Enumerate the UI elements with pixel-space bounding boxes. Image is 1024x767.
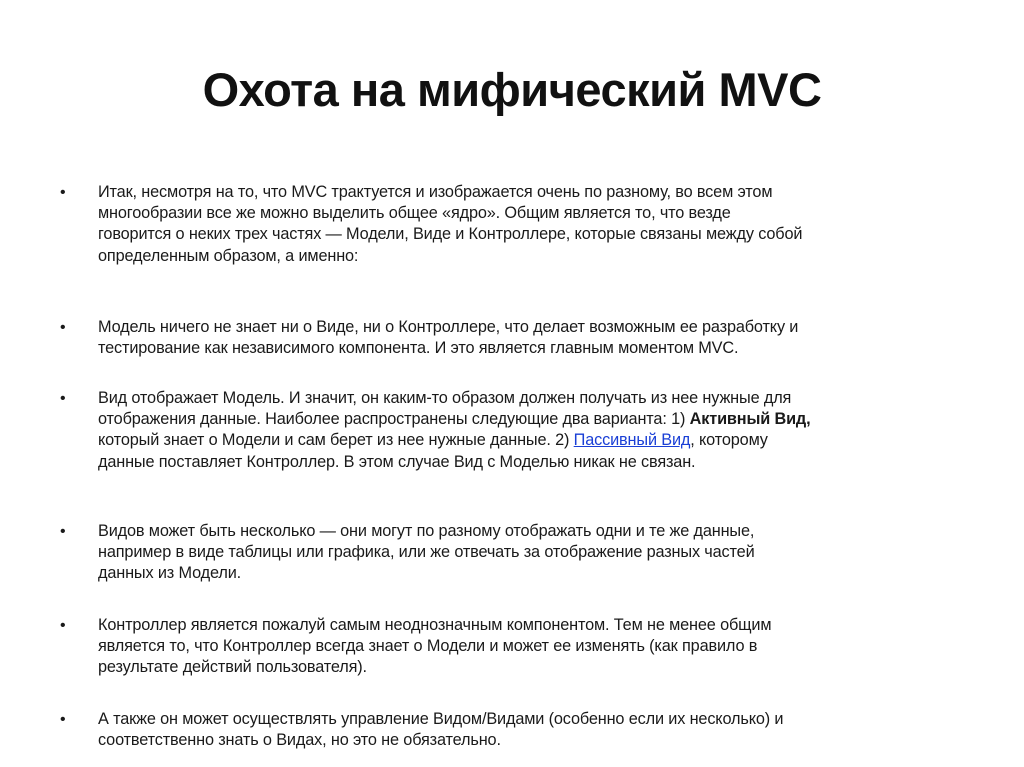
bullet-icon: • [60, 711, 66, 728]
bullet-line: например в виде таблицы или графика, или же отвечать за отображение разных частей [98, 543, 755, 562]
active-view-term: Активный Вид [689, 410, 807, 429]
bullet-icon: • [60, 319, 66, 336]
bullet-line: соответственно знать о Видах, но это не обязательно. [98, 731, 501, 750]
punctuation: , [806, 410, 811, 429]
bullet-icon: • [60, 390, 66, 407]
bullet-icon: • [60, 523, 66, 540]
bullet-line: Модель ничего не знает ни о Виде, ни о Контроллере, что делает возможным ее разработку и [98, 318, 799, 336]
bullet-icon: • [60, 617, 66, 634]
bullet-line: многообразии все же можно выделить общее «ядро». Общим является то, что везде [98, 204, 731, 223]
line-text: который знает о Модели и сам берет из нее нужные данные. 2) [98, 431, 574, 450]
bullet-line: определенным образом, а именно: [98, 246, 359, 265]
bullet-line: данные поставляет Контроллер. В этом случае Вид с Моделью никак не связан. [98, 452, 696, 471]
bullet-line [98, 409, 811, 430]
passive-view-link[interactable]: Пассивный Вид [573, 431, 691, 450]
bullet-line [98, 430, 811, 451]
bullet-line: результате действий пользователя). [98, 658, 367, 677]
bullet-line: является то, что Контроллер всегда знает о Модели и может ее изменять (как правило в [98, 637, 758, 656]
bullet-icon: • [60, 184, 66, 201]
bullet-line: говорится о неких трех частях — Модели, Виде и Контроллере, которые связаны между собой [98, 225, 803, 244]
bullet-line: тестирование как независимого компонента. И это является главным моментом MVC. [98, 339, 739, 358]
line-text: отображения данные. Наиболее распространены следующие два варианта: 1) [98, 410, 690, 429]
bullet-line: Контроллер является пожалуй самым неоднозначным компонентом. Тем не менее общим [98, 616, 772, 634]
line-text: , которому [690, 431, 768, 450]
bullet-line: Вид отображает Модель. И значит, он каким-то образом должен получать из нее нужные для [98, 389, 792, 407]
bullet-line: Итак, несмотря на то, что MVC трактуется и изображается очень по разному, во всем этом [98, 183, 773, 201]
bullet-line: А также он может осуществлять управление Видом/Видами (особенно если их несколько) и [98, 710, 784, 728]
bullet-line: данных из Модели. [98, 564, 242, 583]
bullet-line: Видов может быть несколько — они могут по разному отображать одни и те же данные, [98, 522, 755, 540]
slide-title: Охота на мифический MVC [202, 63, 822, 116]
